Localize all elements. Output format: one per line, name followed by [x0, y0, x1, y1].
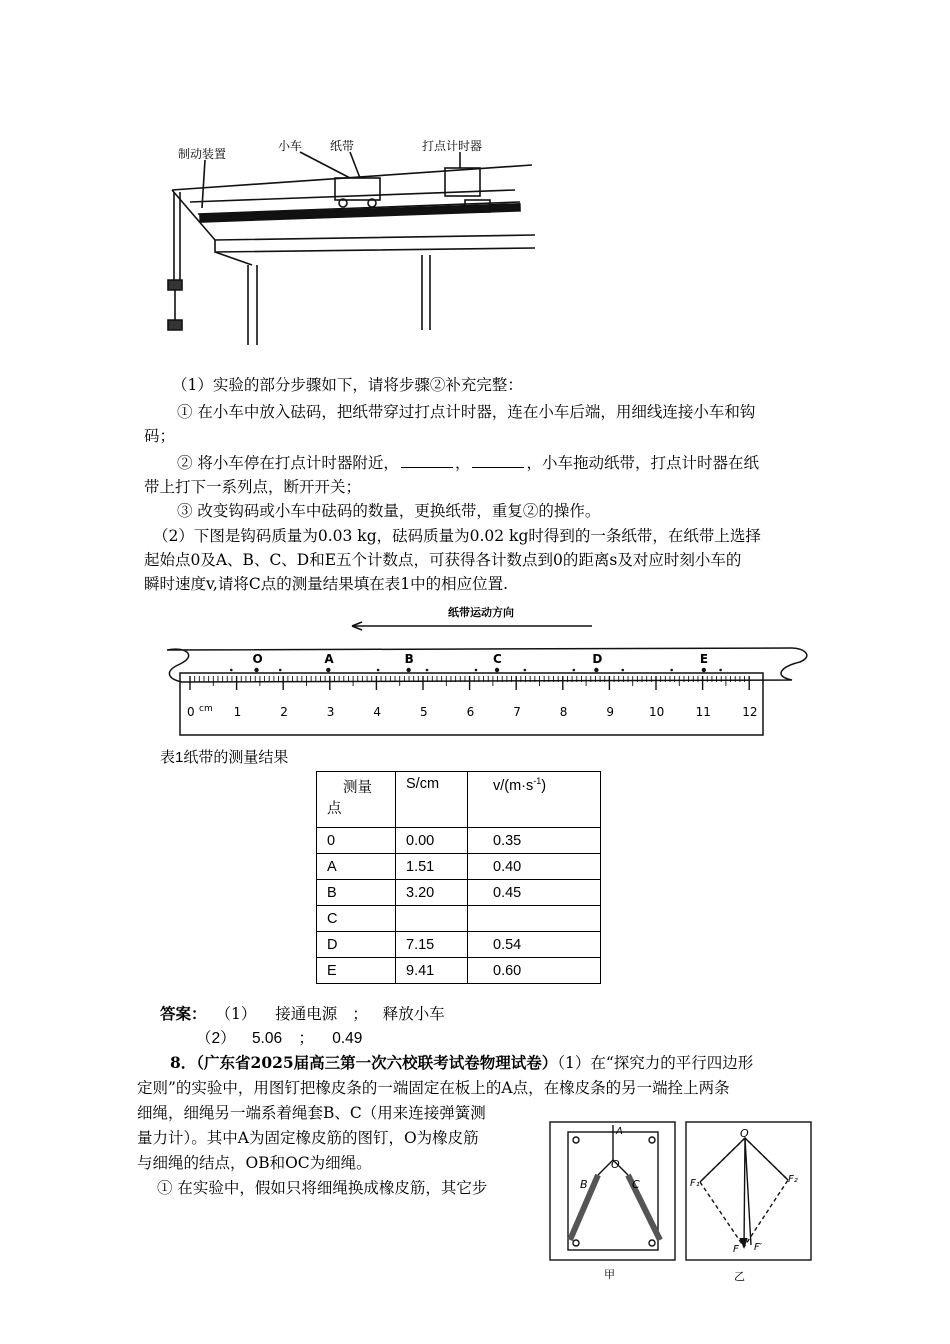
- fig-caption-yi: 乙: [734, 1270, 745, 1283]
- q1-step2-text-b: ，小车拖动纸带，打点计时器在纸: [526, 454, 759, 472]
- table-row: D 7.15 0.54: [317, 932, 601, 958]
- tape-point-dot: [594, 668, 598, 672]
- q8-line4: 量力计）。其中A为固定橡皮筋的图钉，O为橡皮筋: [137, 1129, 479, 1147]
- fig-label-f: F: [733, 1244, 739, 1255]
- ruler-number: 0: [187, 705, 195, 719]
- ruler-labels: [187, 704, 757, 719]
- header-s: S/cm: [396, 772, 468, 828]
- cell-c-s[interactable]: [396, 906, 468, 932]
- tape-point-label: D: [592, 652, 603, 666]
- ruler-number: 7: [513, 705, 521, 719]
- tape-point-label: O: [252, 652, 263, 666]
- answer-line2: （2） 5.06 ； 0.49: [196, 1030, 363, 1047]
- q8-line5: 与细绳的结点，OB和OC为细绳。: [137, 1154, 372, 1172]
- tape-dot: [328, 669, 331, 672]
- tape-label: 纸带: [330, 139, 355, 153]
- q1-step2-line2: 带上打下一系列点，断开开关；: [144, 478, 362, 496]
- tape-dot: [719, 669, 722, 672]
- tape-dot: [670, 669, 673, 672]
- answer-line1: 答案： （1） 接通电源 ； 释放小车: [160, 1004, 445, 1023]
- tape-point-dot: [495, 668, 499, 672]
- q8-line3: 细绳，细绳另一端系着绳套B、C（用来连接弹簧测: [137, 1104, 486, 1122]
- fig-label-f2: F₂: [788, 1174, 798, 1185]
- fig-label-o: O: [611, 1158, 620, 1171]
- measurement-table: [316, 771, 601, 984]
- q1-step1-line2: 码；: [144, 427, 176, 445]
- ruler-number: 10: [649, 705, 665, 719]
- tape-dot: [377, 669, 380, 672]
- q1-step2-text-a: ② 将小车停在打点计时器附近，: [177, 454, 399, 472]
- fig-label-c: C: [632, 1178, 640, 1191]
- tape-point-label: B: [404, 652, 414, 666]
- q1-intro: （1）实验的部分步骤如下，请将步骤②补充完整：: [172, 376, 523, 394]
- cart-experiment-figure: [160, 130, 540, 350]
- table-caption: 表1纸带的测量结果: [160, 749, 289, 766]
- fig-label-a: A: [616, 1126, 623, 1137]
- q1-step1-line1: ① 在小车中放入砝码，把纸带穿过打点计时器，连在小车后端，用细线连接小车和钩: [177, 403, 756, 421]
- q8-line1: 8．（广东省2025届高三第一次六校联考试卷物理试卷）（1）在“探究力的平行四边形: [170, 1053, 754, 1072]
- tape-point-dot: [702, 668, 706, 672]
- cart-label: 小车: [278, 139, 303, 153]
- ruler-ticks: [190, 676, 749, 690]
- tape-point-label: A: [324, 652, 334, 666]
- tape-dot: [573, 669, 576, 672]
- tape-point-dot: [254, 668, 258, 672]
- tape-point-dot: [406, 668, 410, 672]
- ruler-number: 2: [280, 705, 288, 719]
- tape-points: [230, 652, 722, 672]
- table-row: 0 0.00 0.35: [317, 828, 601, 854]
- ruler-number: 8: [559, 705, 568, 719]
- tape-point-label: E: [699, 652, 709, 666]
- tape-direction-label: 纸带运动方向: [448, 606, 514, 619]
- header-point: 测量 点: [317, 772, 396, 828]
- table-row: A 1.51 0.40: [317, 854, 601, 880]
- q8-source: （广东省2025届高三第一次六校联考试卷物理试卷）: [196, 1053, 558, 1072]
- q2-line3: 瞬时速度v,请将C点的测量结果填在表1中的相应位置.: [144, 575, 508, 593]
- q2-line2: 起始点0及A、B、C、D和E五个计数点，可获得各计数点到0的距离s及对应时刻小车的: [144, 551, 742, 569]
- tape-dot: [230, 669, 233, 672]
- ruler-number: 4: [373, 705, 382, 719]
- tape-dot: [621, 669, 624, 672]
- fig-label-fprime: F′: [754, 1242, 763, 1253]
- paper-tape-ruler-figure: [152, 598, 817, 748]
- tape-dot: [426, 669, 429, 672]
- tape-dot: [279, 669, 282, 672]
- fig-caption-jia: 甲: [604, 1268, 615, 1281]
- ruler-number: 6: [466, 705, 475, 719]
- ruler-number: 12: [742, 705, 758, 719]
- q1-step2-sep: ，: [454, 454, 471, 472]
- tape-dot: [524, 669, 527, 672]
- cell-c-v[interactable]: [468, 906, 601, 932]
- q8-line2: 定则”的实验中，用图钉把橡皮条的一端固定在板上的A点，在橡皮条的另一端拴上两条: [137, 1079, 730, 1097]
- ruler-number: 9: [606, 705, 615, 719]
- q1-step2-line1: [177, 451, 759, 475]
- timer-label: 打点计时器: [422, 139, 483, 153]
- ruler-unit: cm: [199, 704, 213, 714]
- table-row: B 3.20 0.45: [317, 880, 601, 906]
- brake-label: 制动装置: [178, 147, 227, 161]
- answer-blank-1[interactable]: [401, 453, 453, 468]
- tape-dot: [475, 669, 478, 672]
- q1-step3: ③ 改变钩码或小车中砝码的数量，更换纸带，重复②的操作。: [177, 502, 601, 520]
- ruler-number: 1: [233, 705, 242, 719]
- ruler-number: 11: [695, 705, 711, 719]
- table-row: E 9.41 0.60: [317, 958, 601, 984]
- answer-blank-2[interactable]: [472, 453, 524, 468]
- ruler-number: 3: [326, 705, 335, 719]
- ruler-number: 5: [420, 705, 428, 719]
- table-row: C: [317, 906, 601, 932]
- fig-label-f1: F₁: [690, 1178, 700, 1189]
- fig-label-o2: O: [740, 1127, 749, 1140]
- q8-line6: ① 在实验中，假如只将细绳换成橡皮筋，其它步: [157, 1179, 488, 1197]
- force-parallelogram-figure: [548, 1120, 813, 1285]
- header-v: $v/(m\cdot s^{-1})$: [468, 772, 601, 828]
- q2-line1: （2）下图是钩码质量为0.03 kg，砝码质量为0.02 kg时得到的一条纸带，在纸带上选择: [153, 527, 761, 545]
- answer-label: 答案: [160, 1004, 192, 1023]
- q8-number: 8．: [170, 1053, 197, 1072]
- table-header-row: [317, 772, 601, 828]
- tape-point-label: C: [493, 652, 502, 666]
- fig-label-b: B: [580, 1178, 588, 1191]
